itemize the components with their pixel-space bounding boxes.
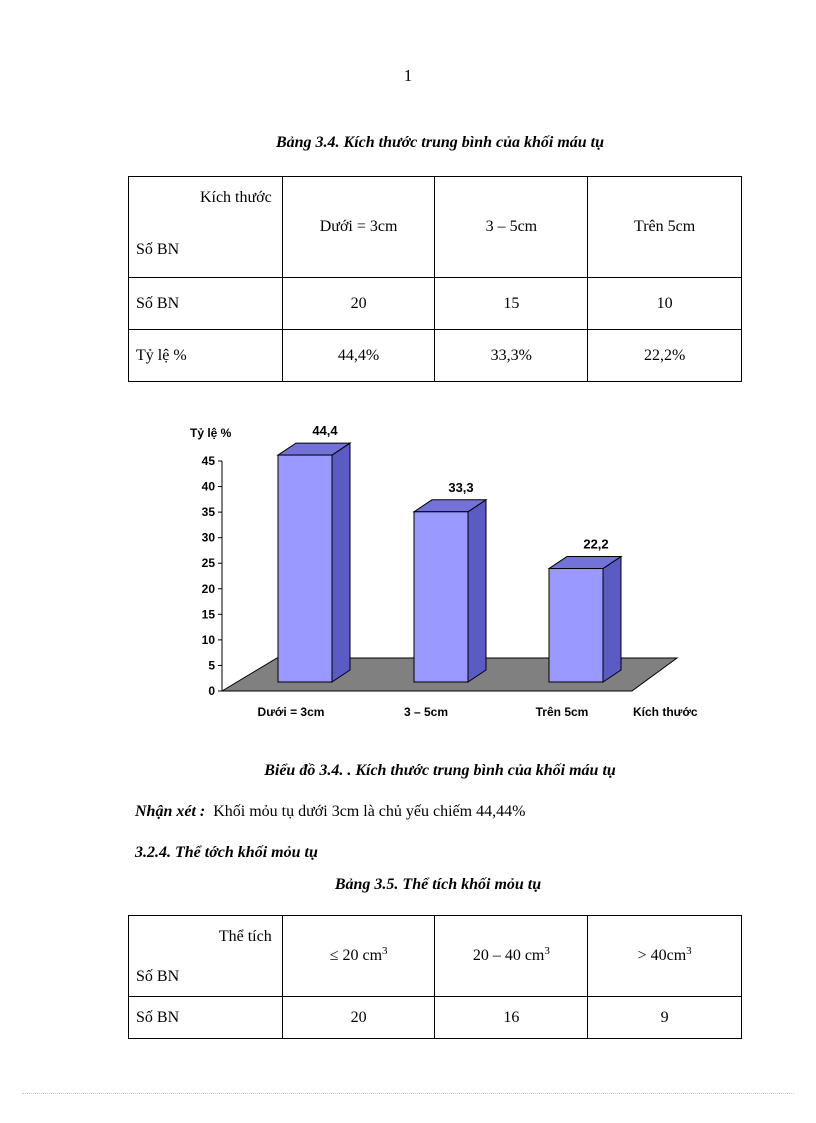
table-cell: 10 bbox=[588, 278, 742, 330]
table-row bbox=[129, 278, 742, 330]
y-tick-label: 5 bbox=[208, 658, 215, 673]
data-label: 44,4 bbox=[312, 423, 338, 439]
table-cell: 15 bbox=[435, 278, 588, 330]
table-cell: 44,4% bbox=[282, 330, 435, 382]
table-cell: 22,2% bbox=[588, 330, 742, 382]
bar bbox=[549, 569, 603, 682]
column-header: 3 – 5cm bbox=[435, 177, 588, 278]
bar-chart bbox=[180, 415, 720, 730]
table-3-4 bbox=[128, 176, 742, 382]
data-label: 22,2 bbox=[583, 536, 609, 552]
page-number: 1 bbox=[403, 66, 413, 85]
table-cell: 33,3% bbox=[435, 330, 588, 382]
column-header: ≤ 20 $cm^3$ bbox=[282, 916, 435, 997]
table-cell: 20 bbox=[282, 997, 435, 1039]
table-cell: 9 bbox=[588, 997, 742, 1039]
x-tick-label: Trên 5cm bbox=[535, 705, 589, 719]
diagonal-header-cell bbox=[129, 177, 283, 278]
header-top-label: Thể tích bbox=[218, 928, 272, 945]
figure-caption: Biểu đồ 3.4. . Kích thước trung bình của khối máu tụ bbox=[264, 762, 616, 779]
table-header-row bbox=[129, 916, 742, 997]
column-header: Trên 5cm bbox=[588, 177, 742, 278]
column-header: > $40cm^3$ bbox=[588, 916, 742, 997]
y-tick-label: 30 bbox=[201, 530, 215, 545]
table-3-4-caption: Bảng 3.4. Kích thước trung bình của khối máu tụ bbox=[275, 134, 605, 151]
y-tick-label: 20 bbox=[201, 581, 215, 596]
bar-side bbox=[468, 500, 486, 682]
y-axis-label: Tỷ lệ % bbox=[190, 426, 232, 440]
y-tick-label: 15 bbox=[201, 607, 215, 622]
y-tick-label: 45 bbox=[201, 454, 215, 468]
column-header: Dưới = 3cm bbox=[282, 177, 435, 278]
bar bbox=[278, 455, 332, 682]
y-tick-label: 35 bbox=[201, 505, 215, 520]
remark bbox=[135, 803, 525, 821]
section-heading: 3.2.4. Thể tớch khối mỏu tụ bbox=[135, 844, 318, 861]
table-header-row bbox=[129, 177, 742, 278]
row-label: Tỷ lệ % bbox=[129, 330, 283, 382]
x-tick-label: 3 – 5cm bbox=[403, 705, 449, 719]
table-row bbox=[129, 997, 742, 1039]
y-tick-label: 10 bbox=[201, 632, 215, 647]
table-3-5 bbox=[128, 915, 742, 1039]
y-tick-label: 25 bbox=[201, 556, 215, 571]
row-label: Số BN bbox=[129, 997, 283, 1039]
remark-label: Nhận xét : bbox=[135, 803, 206, 820]
bar-side bbox=[603, 557, 621, 682]
page-bottom-divider bbox=[22, 1093, 794, 1094]
bar-side bbox=[332, 443, 350, 682]
remark-text: Khối mỏu tụ dưới 3cm là chủ yếu chiếm 44,44% bbox=[213, 803, 526, 820]
header-bottom-label: Số BN bbox=[136, 968, 180, 985]
table-row bbox=[129, 330, 742, 382]
table-3-5-caption: Bảng 3.5. Thể tích khối mỏu tụ bbox=[334, 876, 542, 893]
table-cell: 20 bbox=[282, 278, 435, 330]
row-label: Số BN bbox=[129, 278, 283, 330]
y-tick-label: 40 bbox=[201, 479, 215, 494]
x-axis-label: Kích thước bbox=[633, 705, 698, 719]
column-header: 20 – 40 $cm^3$ bbox=[435, 916, 588, 997]
data-label: 33,3 bbox=[448, 479, 474, 495]
table-cell: 16 bbox=[435, 997, 588, 1039]
bar bbox=[414, 512, 468, 682]
header-bottom-label: Số BN bbox=[136, 241, 180, 258]
y-tick-label: 0 bbox=[208, 684, 215, 698]
header-top-label: Kích thước bbox=[199, 189, 272, 206]
diagonal-header-cell bbox=[129, 916, 283, 997]
x-tick-label: Dưới = 3cm bbox=[257, 705, 325, 719]
